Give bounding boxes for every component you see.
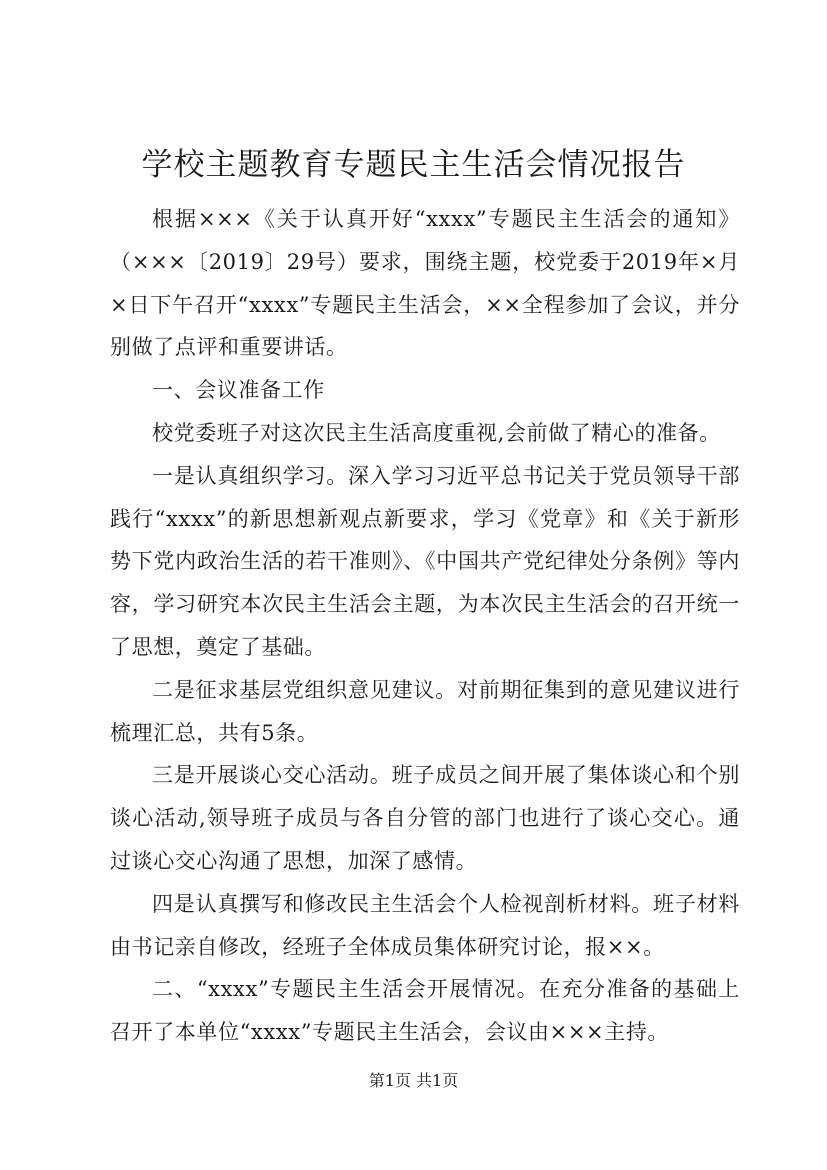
page-footer: 第1页 共1页	[368, 1071, 459, 1090]
document-body	[110, 198, 740, 1054]
paragraph-preparation-overview: 校党委班子对这次民主生活高度重视,会前做了精心的准备。	[152, 420, 721, 445]
paragraph-opinions: 二是征求基层党组织意见建议。对前期征集到的意见建议进行梳理汇总，共有5条。	[110, 677, 740, 745]
section-heading-preparation: 一、会议准备工作	[152, 378, 325, 403]
section-heading-meeting: 二、“xxxx”专题民主生活会开展情况。在充分准备的基础上召开了本单位“xxxx”专题民主生活会，会议由×××主持。	[110, 977, 740, 1045]
paragraph-heart-to-heart: 三是开展谈心交心活动。班子成员之间开展了集体谈心和个别谈心活动,领导班子成员与各自分管的部门也进行了谈心交心。通过谈心交心沟通了思想，加深了感情。	[110, 763, 740, 873]
document-title: 学校主题教育专题民主生活会情况报告	[141, 147, 686, 183]
paragraph-intro: 根据×××《关于认真开好“xxxx”专题民主生活会的通知》（×××〔2019〕29号）要求，围绕主题，校党委于2019年×月×日下午召开“xxxx”专题民主生活会，××全程参加了会议，并分别做了点评和重要讲话。	[110, 207, 740, 360]
paragraph-study: 一是认真组织学习。深入学习习近平总书记关于党员领导干部践行“xxxx”的新思想新观点新要求，学习《党章》和《关于新形势下党内政治生活的若干准则》、《中国共产党纪律处分条例》等内容，学习研究本次民主生活会主题，为本次民主生活会的召开统一了思想，奠定了基础。	[110, 463, 740, 659]
paragraph-self-review: 四是认真撰写和修改民主生活会个人检视剖析材料。班子材料由书记亲自修改，经班子全体成员集体研究讨论，报××。	[110, 891, 740, 959]
